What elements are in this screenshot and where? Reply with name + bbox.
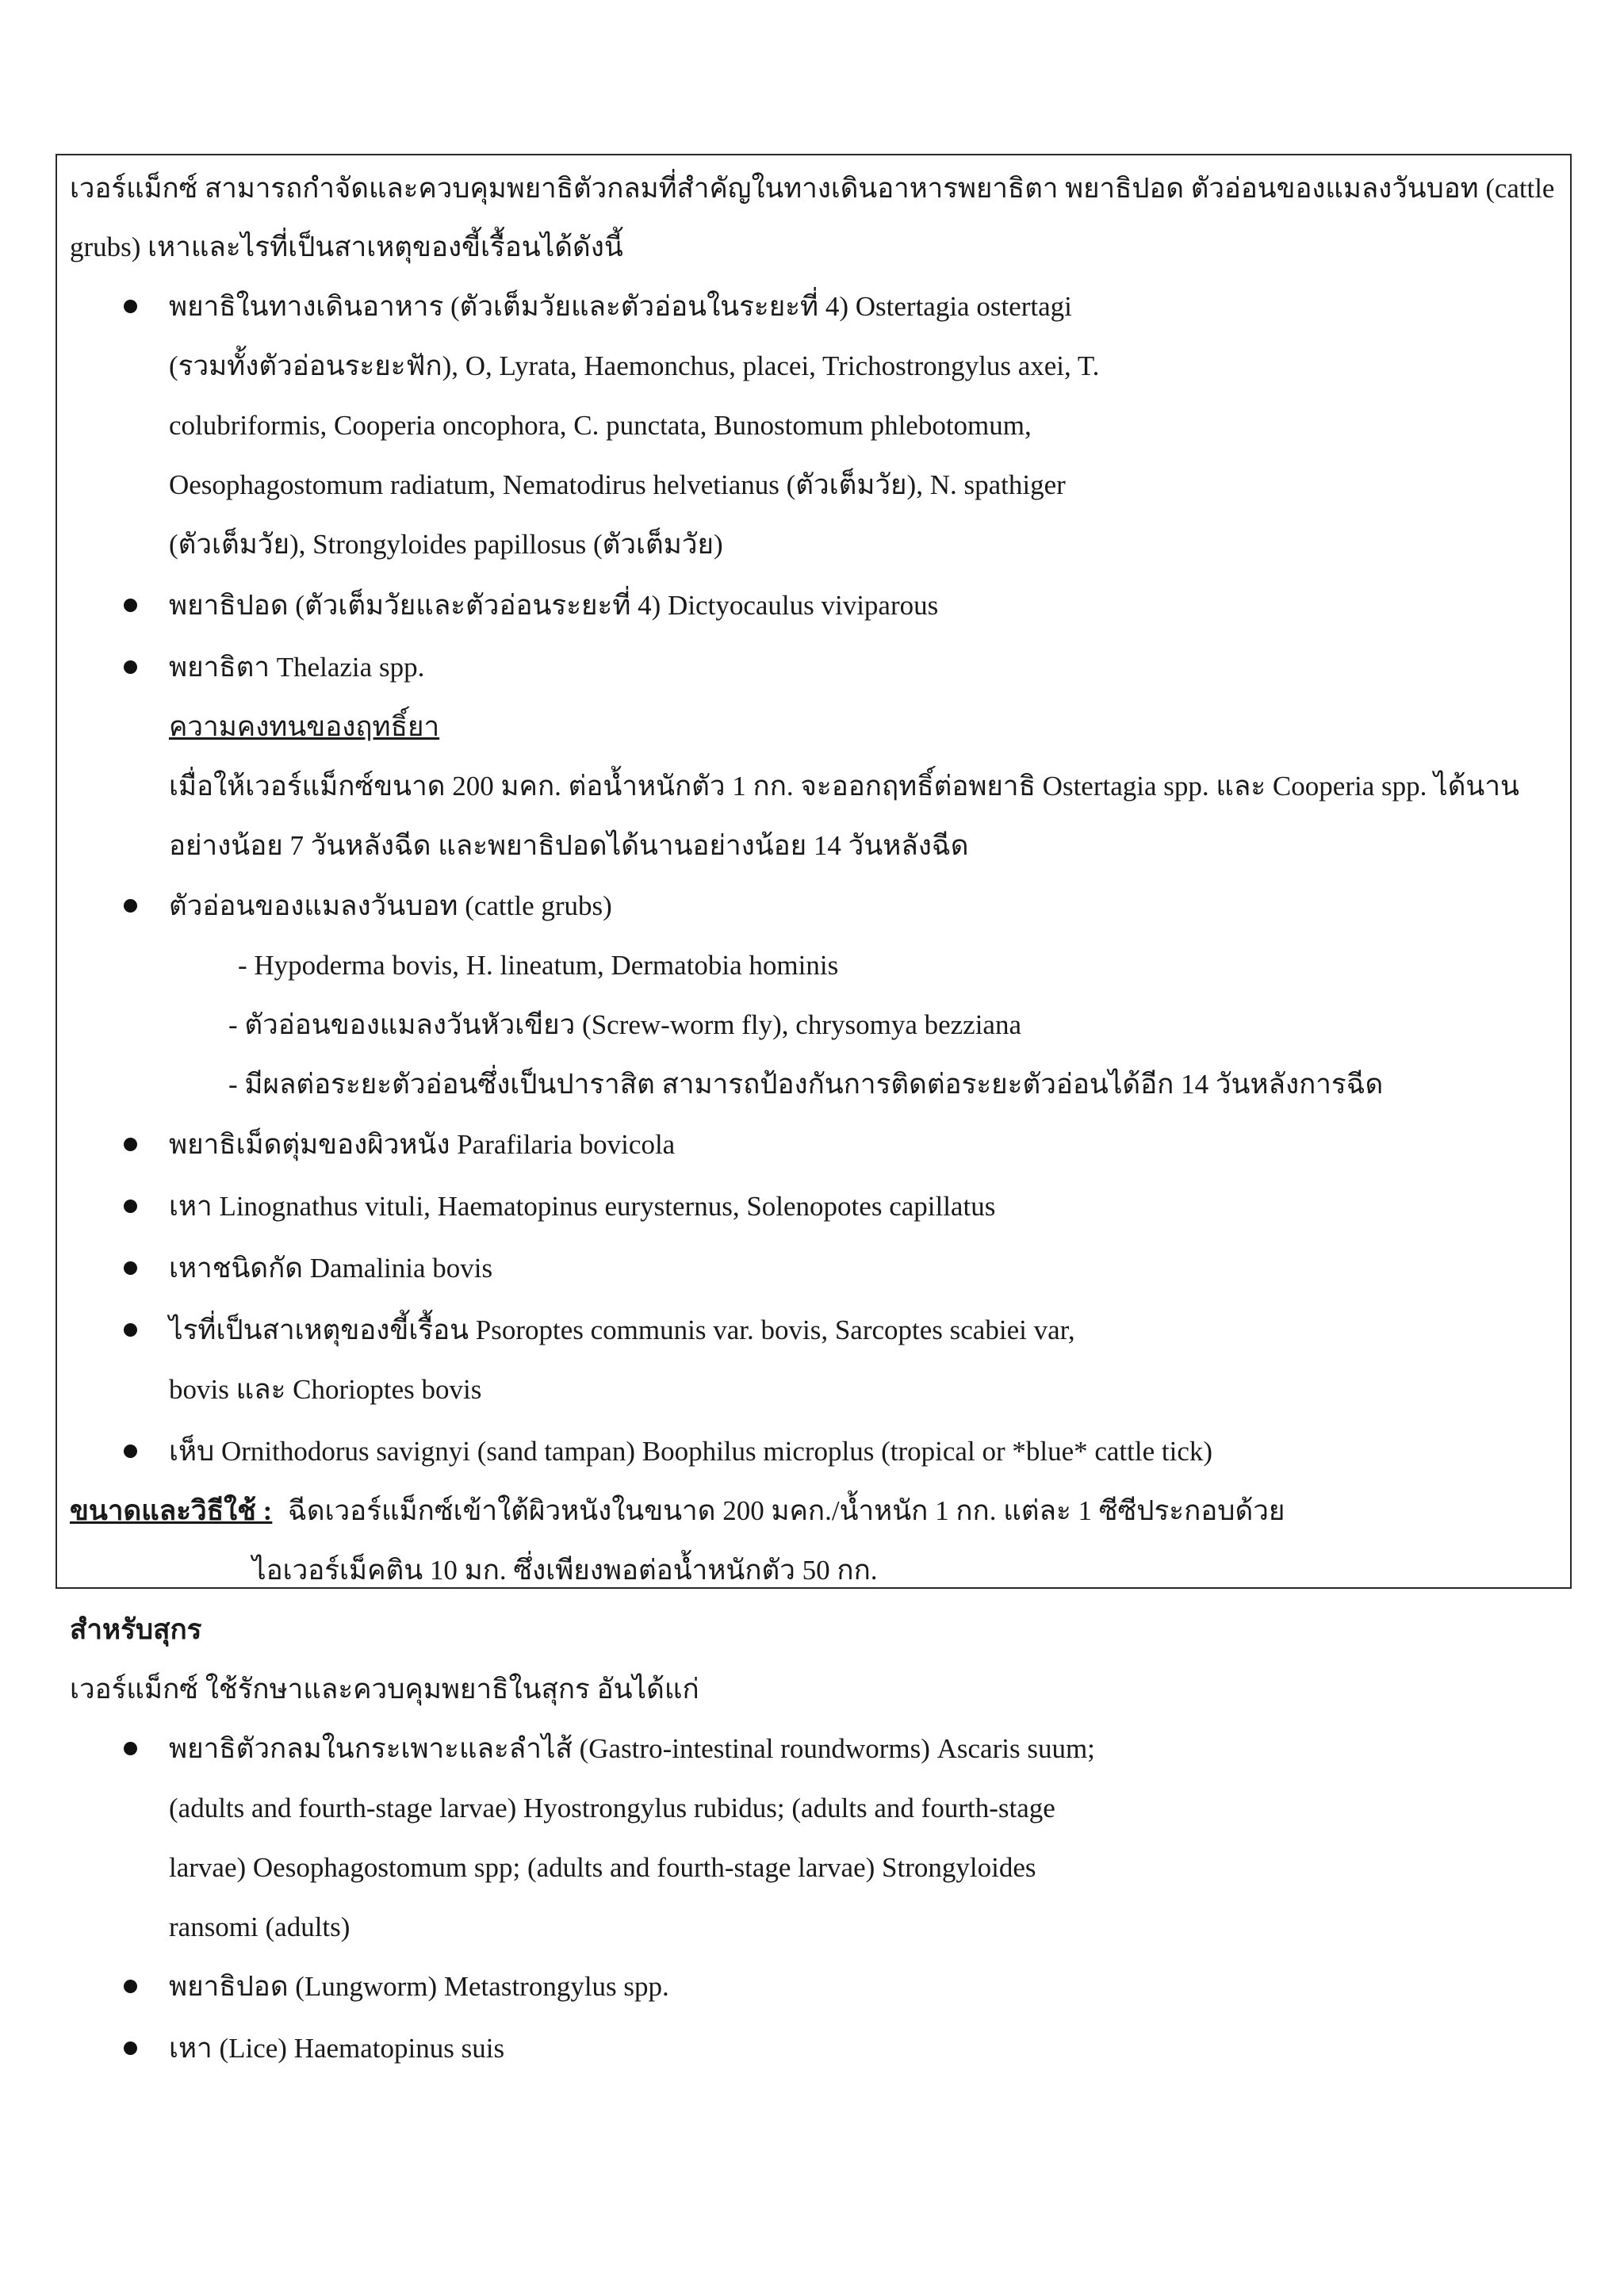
swine-roundworms-line-4: ransomi (adults) <box>169 1911 350 1942</box>
dosage-line-1: ฉีดเวอร์แม็กซ์เข้าใต้ผิวหนังในขนาด 200 มคก./น้ำหนัก 1 กก. แต่ละ 1 ซีซีประกอบด้วย <box>288 1495 1285 1526</box>
swine-lice-item: เหา (Lice) Haematopinus suis <box>169 2033 505 2064</box>
bullet-icon <box>124 599 137 612</box>
gi-worms-line-1: พยาธิในทางเดินอาหาร (ตัวเต็มวัยและตัวอ่อนในระยะที่ 4) Ostertagia ostertagi <box>169 291 1072 322</box>
cattle-grubs-item: ตัวอ่อนของแมลงวันบอท (cattle grubs) <box>169 890 612 921</box>
bullet-icon <box>124 1980 137 1993</box>
dosage-label: ขนาดและวิธีใช้ : <box>70 1495 273 1526</box>
cattle-grubs-sub-1: - Hypoderma bovis, H. lineatum, Dermatobia hominis <box>238 950 839 981</box>
bullet-icon <box>124 1138 137 1151</box>
eyeworm-item: พยาธิตา Thelazia spp. <box>169 652 425 683</box>
bullet-icon <box>124 1261 137 1275</box>
bullet-icon <box>124 1200 137 1213</box>
swine-heading: สำหรับสุกร <box>70 1614 202 1645</box>
intro-line-2: grubs) เหาและไรที่เป็นสาเหตุของขี้เรื้อนได้ดังนี้ <box>70 232 623 262</box>
gi-worms-line-4: Oesophagostomum radiatum, Nematodirus helvetianus (ตัวเต็มวัย), N. spathiger <box>169 469 1066 500</box>
bullet-icon <box>124 1445 137 1458</box>
bullet-icon <box>124 300 137 313</box>
biting-lice-item: เหาชนิดกัด Damalinia bovis <box>169 1253 493 1284</box>
swine-roundworms-line-3: larvae) Oesophagostomum spp; (adults and fourth-stage larvae) Strongyloides <box>169 1852 1036 1883</box>
gi-worms-line-3: colubriformis, Cooperia oncophora, C. punctata, Bunostomum phlebotomum, <box>169 410 1032 441</box>
bullet-icon <box>124 2042 137 2055</box>
mites-line-1: ไรที่เป็นสาเหตุของขี้เรื้อน Psoroptes communis var. bovis, Sarcoptes scabiei var, <box>169 1314 1075 1345</box>
lice-item: เหา Linognathus vituli, Haematopinus eurysternus, Solenopotes capillatus <box>169 1191 996 1222</box>
swine-intro: เวอร์แม็กซ์ ใช้รักษาและควบคุมพยาธิในสุกร อันได้แก่ <box>70 1674 699 1705</box>
dosage-line-2: ไอเวอร์เม็คติน 10 มก. ซึ่งเพียงพอต่อน้ำหนักตัว 50 กก. <box>252 1555 878 1586</box>
skin-worm-item: พยาธิเม็ดตุ่มของผิวหนัง Parafilaria bovicola <box>169 1129 676 1160</box>
swine-roundworms-line-1: พยาธิตัวกลมในกระเพาะและลำไส้ (Gastro-intestinal roundworms) Ascaris suum; <box>169 1733 1095 1764</box>
lungworm-item: พยาธิปอด (ตัวเต็มวัยและตัวอ่อนระยะที่ 4) Dictyocaulus viviparous <box>169 590 939 621</box>
mites-line-2: bovis และ Chorioptes bovis <box>169 1374 482 1405</box>
persistence-line-1: เมื่อให้เวอร์แม็กซ์ขนาด 200 มคก. ต่อน้ำหนักตัว 1 กก. จะออกฤทธิ์ต่อพยาธิ Ostertagia spp. และ Cooperia spp. ได้นาน <box>169 771 1519 802</box>
intro-line-1: เวอร์แม็กซ์ สามารถกำจัดและควบคุมพยาธิตัวกลมที่สำคัญในทางเดินอาหารพยาธิตา พยาธิปอด ตัวอ่อนของแมลงวันบอท (cattle <box>70 173 1555 204</box>
swine-roundworms-line-2: (adults and fourth-stage larvae) Hyostrongylus rubidus; (adults and fourth-stage <box>169 1793 1055 1823</box>
persistence-heading: ความคงทนของฤทธิ์ยา <box>169 711 440 742</box>
bullet-icon <box>124 660 137 674</box>
ticks-item: เห็บ Ornithodorus savignyi (sand tampan) Boophilus microplus (tropical or *blue* cattle tick) <box>169 1436 1213 1467</box>
persistence-line-2: อย่างน้อย 7 วันหลังฉีด และพยาธิปอดได้นานอย่างน้อย 14 วันหลังฉีด <box>169 830 969 861</box>
bullet-icon <box>124 1742 137 1755</box>
swine-lungworm-item: พยาธิปอด (Lungworm) Metastrongylus spp. <box>169 1971 669 2002</box>
gi-worms-line-5: (ตัวเต็มวัย), Strongyloides papillosus (ตัวเต็มวัย) <box>169 529 723 560</box>
cattle-grubs-sub-3: - มีผลต่อระยะตัวอ่อนซึ่งเป็นปาราสิต สามารถป้องกันการติดต่อระยะตัวอ่อนได้อีก 14 วันหลังการฉีด <box>228 1069 1384 1100</box>
cattle-grubs-sub-2: - ตัวอ่อนของแมลงวันหัวเขียว (Screw-worm fly), chrysomya bezziana <box>228 1009 1021 1040</box>
bullet-icon <box>124 1323 137 1337</box>
bullet-icon <box>124 899 137 913</box>
gi-worms-line-2: (รวมทั้งตัวอ่อนระยะฟัก), O, Lyrata, Haemonchus, placei, Trichostrongylus axei, T. <box>169 350 1100 381</box>
